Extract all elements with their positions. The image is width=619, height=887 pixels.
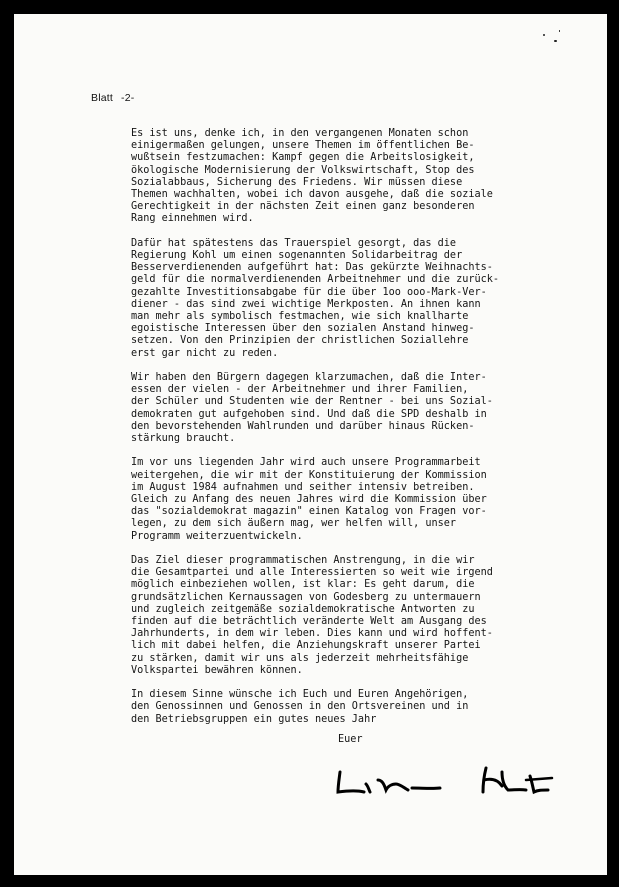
- text-line: Das Ziel dieser programmatischen Anstrengung, in die wir: [131, 555, 475, 567]
- text-line: setzen. Von den Prinzipien der christlichen Soziallehre: [131, 335, 469, 347]
- text-line: stärkung braucht.: [131, 433, 236, 445]
- text-line: und zugleich zeitgemäße sozialdemokratische Antworten zu: [131, 603, 475, 615]
- text-line: Es ist uns, denke ich, in den vergangenen Monaten schon: [131, 128, 469, 139]
- text-line: Regierung Kohl um einen sogenannten Solidarbeitrag der: [131, 250, 463, 262]
- text-line: Themen wachhalten, wobei ich davon ausgehe, daß die soziale: [131, 189, 493, 201]
- text-line: Gleich zu Anfang des neuen Jahres wird die Kommission über: [131, 494, 487, 506]
- handwritten-signature: [326, 762, 576, 802]
- paragraph: [131, 555, 571, 677]
- sheet-label: Blatt: [91, 92, 114, 104]
- closing-salutation: Euer: [338, 734, 363, 745]
- text-line: das "sozialdemokrat magazin" einen Katalog von Fragen vor-: [131, 506, 487, 518]
- text-line: In diesem Sinne wünsche ich Euch und Euren Angehörigen,: [131, 689, 469, 701]
- page-header: [91, 92, 142, 104]
- text-line: finden auf die beträchtlich veränderte Welt am Ausgang des: [131, 616, 487, 628]
- text-line: essen der vielen - der Arbeitnehmer und ihrer Familien,: [131, 384, 469, 396]
- scan-speck: [554, 40, 557, 42]
- text-line: Im vor uns liegenden Jahr wird auch unsere Programmarbeit: [131, 457, 481, 469]
- text-line: die Gesamtpartei und alle Interessierten so weit wie irgend: [131, 567, 493, 579]
- paragraph: [131, 457, 571, 542]
- text-line: man mehr als symbolisch festmachen, wie sich knallharte: [131, 311, 469, 323]
- text-line: Rang einnehmen wird.: [131, 213, 254, 225]
- text-line: grundsätzlichen Kernaussagen von Godesberg zu untermauern: [131, 591, 481, 603]
- text-line: weitergehen, die wir mit der Konstituierung der Kommission: [131, 469, 487, 481]
- text-line: zu stärken, damit wir uns als jederzeit mehrheitsfähige: [131, 652, 469, 664]
- text-line: der Schüler und Studenten wie der Rentner - bei uns Sozial-: [131, 396, 493, 408]
- text-line: Gerechtigkeit in der nächsten Zeit einen ganz besonderen: [131, 201, 475, 213]
- paragraph: [131, 372, 571, 445]
- paragraph: [131, 689, 571, 726]
- text-line: Wir haben den Bürgern dagegen klarzumachen, daß die Inter-: [131, 372, 487, 384]
- paragraph: [131, 238, 571, 360]
- text-line: möglich einbeziehen wollen, ist klar: Es geht darum, die: [131, 579, 475, 591]
- text-line: Jahrhunderts, in dem wir leben. Dies kann und wird hoffent-: [131, 628, 493, 640]
- text-line: egoistische Interessen über den sozialen Anstand hinweg-: [131, 323, 475, 335]
- text-line: Sozialabbaus, Sicherung des Friedens. Wir müssen diese: [131, 176, 463, 188]
- scan-speck: [543, 34, 545, 36]
- text-line: im August 1984 aufnahmen und seither intensiv betreiben.: [131, 481, 475, 493]
- text-line: diener - das sind zwei wichtige Merkposten. An ihnen kann: [131, 298, 481, 310]
- text-line: gezahlte Investitionsabgabe für die über 1oo ooo-Mark-Ver-: [131, 286, 487, 298]
- text-line: wußtsein festzumachen: Kampf gegen die Arbeitslosigkeit,: [131, 152, 475, 164]
- text-line: geld für die normalverdienenden Arbeitnehmer und die zurück-: [131, 274, 500, 286]
- text-line: den bevorstehenden Wahlrunden und darüber hinaus Rücken-: [131, 420, 475, 432]
- text-line: Programm weiterzuentwickeln.: [131, 530, 303, 542]
- text-line: erst gar nicht zu reden.: [131, 347, 279, 359]
- text-line: den Genossinnen und Genossen in den Ortsvereinen und in: [131, 701, 469, 713]
- text-line: demokraten gut aufgehoben sind. Und daß die SPD deshalb in: [131, 408, 487, 420]
- text-line: Volkspartei bewähren können.: [131, 664, 303, 676]
- text-line: ökologische Modernisierung der Volkswirtschaft, Stop des: [131, 164, 475, 176]
- letter-body: [131, 128, 571, 738]
- text-line: Dafür hat spätestens das Trauerspiel gesorgt, das die: [131, 237, 457, 249]
- text-line: legen, zu dem sich äußern mag, wer helfen will, unser: [131, 518, 457, 530]
- page-number: -2-: [121, 92, 135, 104]
- scan-speck: [559, 30, 560, 32]
- text-line: den Betriebsgruppen ein gutes neues Jahr: [131, 713, 377, 725]
- text-line: Besserverdienenden aufgeführt hat: Das gekürzte Weihnachts-: [131, 262, 493, 274]
- paragraph: [131, 128, 571, 226]
- text-line: lich mit dabei helfen, die Anziehungskraft unserer Partei: [131, 640, 481, 652]
- text-line: einigermaßen gelungen, unsere Themen im öffentlichen Be-: [131, 140, 475, 152]
